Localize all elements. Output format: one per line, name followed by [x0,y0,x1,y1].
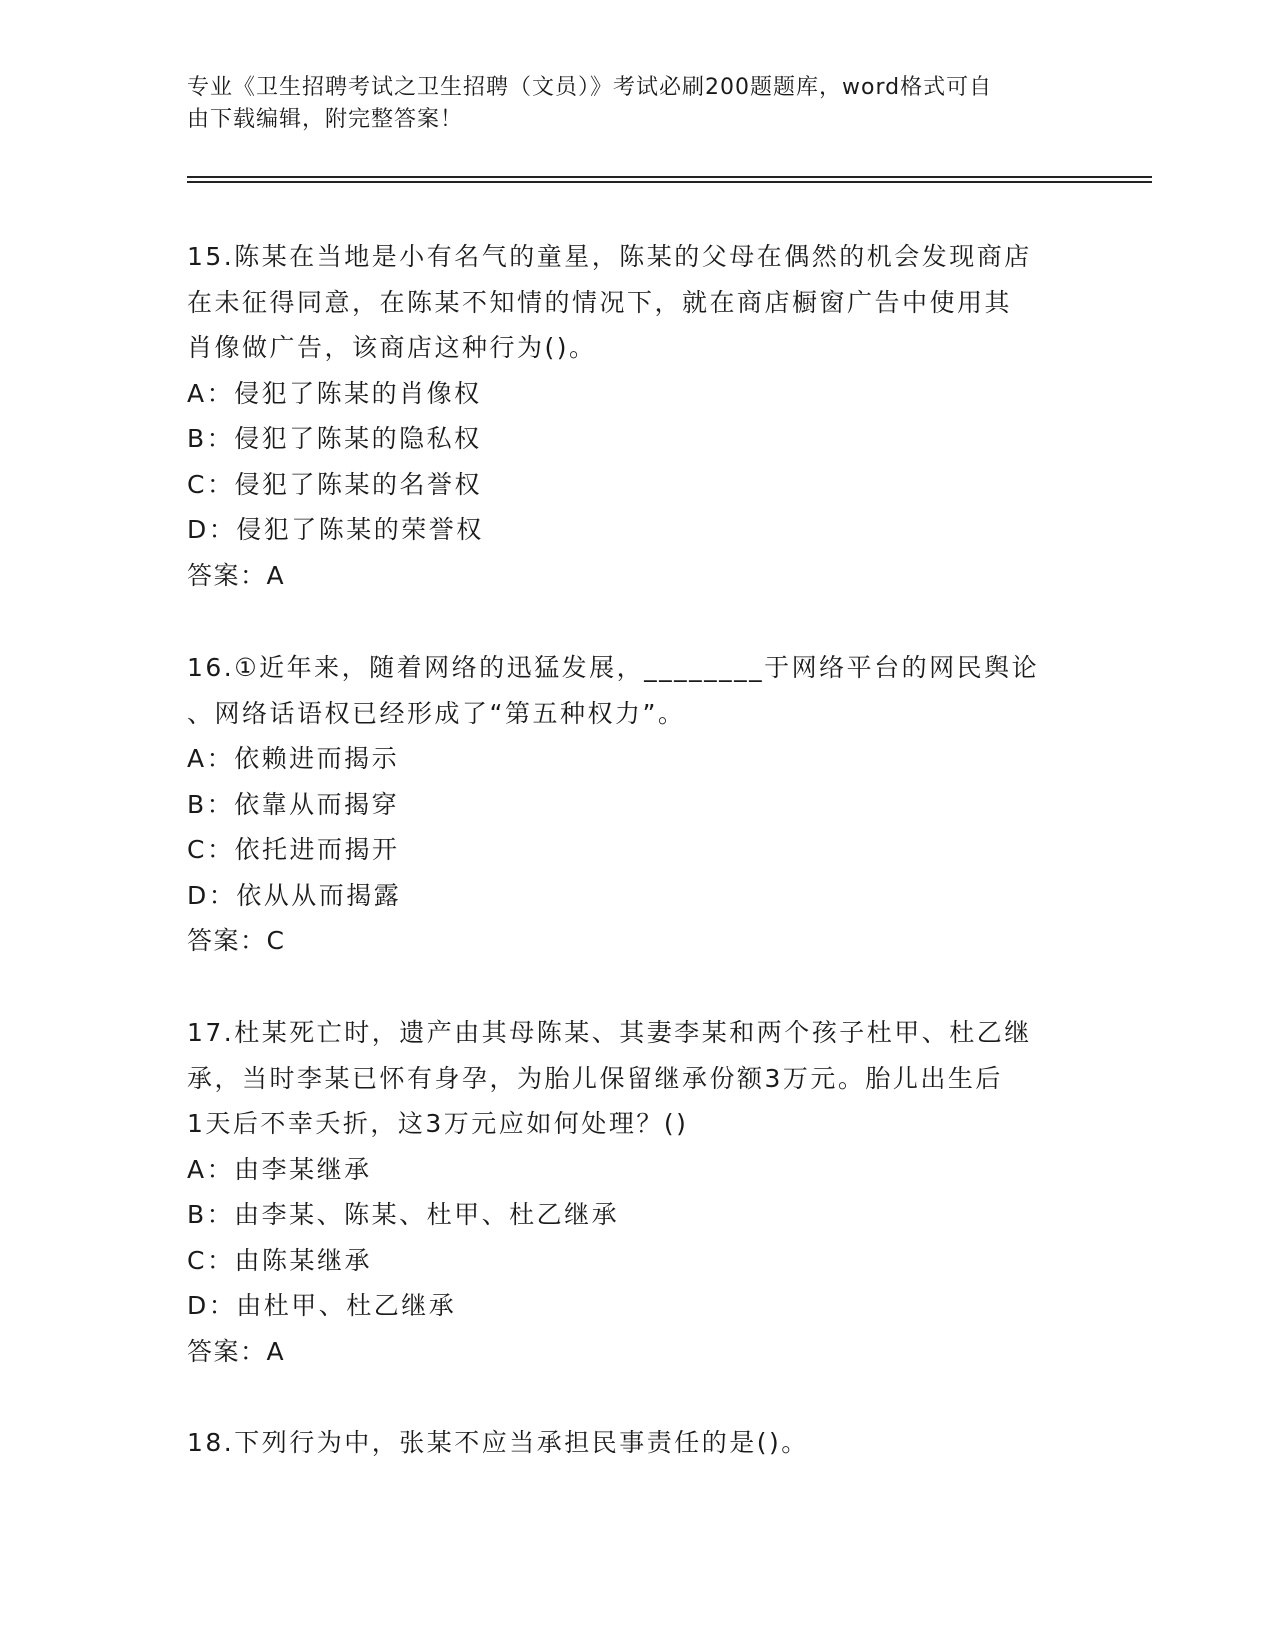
option-c: C：依托进而揭开 [187,835,400,864]
header-rule-bottom [187,181,1152,183]
option-d: D：依从从而揭露 [187,880,402,910]
question-17 [187,1010,1087,1374]
question-16 [187,645,1087,964]
answer-line: 答案：C [187,926,286,955]
option-a: A：由李某继承 [187,1154,372,1184]
option-a: A：依赖进而揭示 [187,744,400,773]
answer-line: 答案：A [187,1336,286,1366]
question-stem-line: 16.①近年来，随着网络的迅猛发展，________于网络平台的网民舆论 [187,653,1040,682]
question-15 [187,234,1087,598]
question-stem-line: 17.杜某死亡时，遗产由其母陈某、其妻李某和两个孩子杜甲、杜乙继 [187,1018,1032,1047]
option-b: B：依靠从而揭穿 [187,789,400,819]
question-stem-line: 肖像做广告，该商店这种行为()。 [187,333,597,362]
document-header [187,72,1087,136]
question-stem-line: 18.下列行为中，张某不应当承担民事责任的是()。 [187,1428,809,1457]
question-stem-line: 15.陈某在当地是小有名气的童星，陈某的父母在偶然的机会发现商店 [187,242,1032,271]
question-stem-line: 在未征得同意，在陈某不知情的情况下，就在商店橱窗广告中使用其 [187,287,1013,317]
option-d: D：由杜甲、杜乙继承 [187,1291,457,1320]
question-stem-line: 1天后不幸夭折，这3万元应如何处理？() [187,1109,689,1138]
question-stem-line: 、网络话语权已经形成了“第五种权力”。 [187,698,686,728]
option-a: A：侵犯了陈某的肖像权 [187,378,482,408]
header-line-1: 专业《卫生招聘考试之卫生招聘（文员）》考试必刷200题题库，word格式可自 [187,75,993,100]
header-rule-top [187,176,1152,178]
option-b: B：由李某、陈某、杜甲、杜乙继承 [187,1200,620,1229]
header-line-2: 由下载编辑，附完整答案！ [187,107,464,132]
question-18 [187,1420,1087,1466]
option-c: C：由陈某继承 [187,1245,372,1275]
option-b: B：侵犯了陈某的隐私权 [187,424,482,453]
option-c: C：侵犯了陈某的名誉权 [187,469,482,499]
answer-line: 答案：A [187,560,286,590]
option-d: D：侵犯了陈某的荣誉权 [187,515,484,544]
question-stem-line: 承，当时李某已怀有身孕，为胎儿保留继承份额3万元。胎儿出生后 [187,1063,1003,1093]
